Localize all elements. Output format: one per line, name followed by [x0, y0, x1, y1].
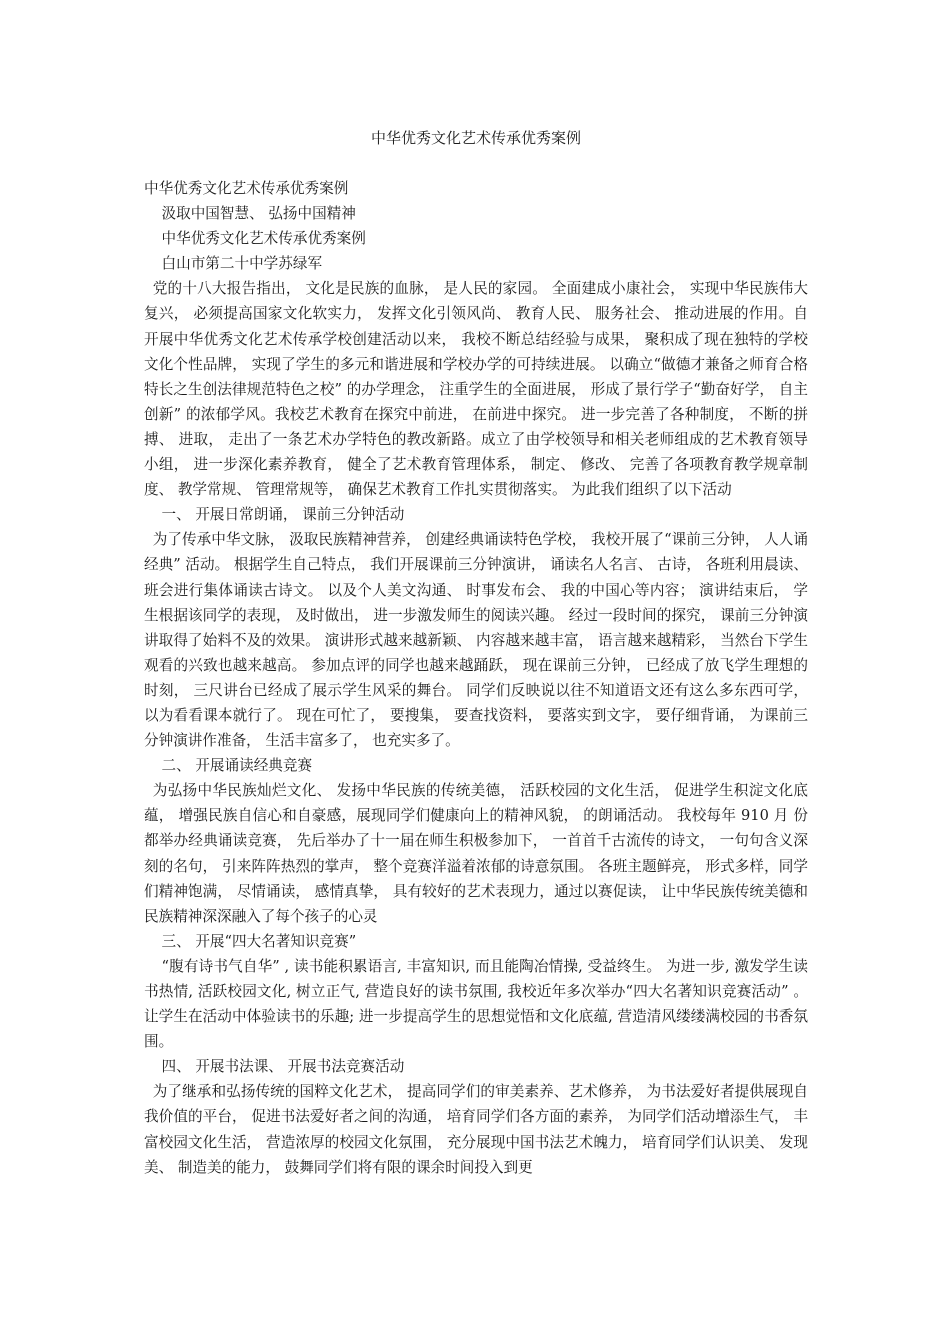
body-paragraph: “腹有诗书气自华” , 读书能积累语言, 丰富知识, 而且能陶冶情操, 受益终生。 为进一步, 激发学生读书热情, 活跃校园文化, 树立正气, 营造良好的读书氛围, 我校近年多次举办“四大名著知识竞赛活动” 。 让学生在活动中体验读书的乐趣; 进一步提高学生的思想觉悟和文化底蕴, 营造清风缕缕满校园的书香氛围。 — [144, 957, 808, 1051]
section-heading: 三、 开展“四大名著知识竞赛” — [161, 932, 357, 950]
doc-subtitle: 汲取中国智慧、 弘扬中国精神 — [161, 205, 356, 223]
document-body — [144, 176, 808, 1180]
section-heading: 二、 开展诵读经典竞赛 — [161, 757, 313, 775]
doc-heading: 中华优秀文化艺术传承优秀案例 — [144, 180, 349, 197]
section-heading: 一、 开展日常朗诵， 课前三分钟活动 — [161, 506, 405, 524]
body-paragraph: 为了继承和弘扬传统的国粹文化艺术， 提高同学们的审美素养、艺术修养， 为书法爱好者提供展现自我价值的平台， 促进书法爱好者之间的沟通， 培育同学们各方面的素养， 为同学们活动增添生气， 丰富校园文化生活， 营造浓厚的校园文化氛围， 充分展现中国书法艺术魄力， 培育同学们认识美、 发现美、 制造美的能力， 鼓舞同学们将有限的课余时间投入到更 — [144, 1083, 808, 1176]
document-title: 中华优秀文化艺术传承优秀案例 — [370, 129, 581, 147]
section-heading: 四、 开展书法课、 开展书法竞赛活动 — [161, 1058, 405, 1076]
doc-author: 白山市第二十中学苏绿军 — [161, 255, 323, 273]
body-paragraph: 党的十八大报告指出， 文化是民族的血脉， 是人民的家园。 全面建成小康社会， 实现中华民族伟大复兴， 必须提高国家文化软实力， 发挥文化引领风尚、 教育人民、 服务社会、 推动进展的作用。自开展中华优秀文化艺术传承学校创建活动以来， 我校不断总结经验与成果， 聚积成了现在独特的学校文化个性品牌， 实现了学生的多元和谐进展和学校办学的可持续进展。 以确立“做德才兼备之师育合格特长之生创法律规范特色之校” 的办学理念， 注重学生的全面进展， 形成了景行学子“勤奋好学， 自主创新” 的浓郁学风。我校艺术教育在探究中前进， 在前进中探究。 进一步完善了各种制度， 不断的拼搏、 进取， 走出了一条艺术办学特色的教改新路。成立了由学校领导和相关老师组成的艺术教育领导小组， 进一步深化素养教育， 健全了艺术教育管理体系， 制定、 修改、 完善了各项教育教学规章制度、 教学常规、 管理常规等， 确保艺术教育工作扎实贯彻落实。 为此我们组织了以下活动 — [144, 280, 808, 499]
body-paragraph: 为了传承中华文脉， 汲取民族精神营养， 创建经典诵读特色学校， 我校开展了“课前三分钟， 人人诵经典” 活动。 根据学生自己特点， 我们开展课前三分钟演讲， 诵读名人名言、 古诗， 各班利用晨读、 班会进行集体诵读古诗文。 以及个人美文沟通、 时事发布会、 我的中国心等内容； 演讲结束后， 学生根据该同学的表现， 及时做出， 进一步激发师生的阅读兴趣。 经过一段时间的探究， 课前三分钟演讲取得了始料不及的效果。 演讲形式越来越新颖、 内容越来越丰富， 语言越来越精彩， 当然台下学生观看的兴致也越来越高。 参加点评的同学也越来越踊跃， 现在课前三分钟， 已经成了放飞学生理想的时刻， 三尺讲台已经成了展示学生风采的舞台。 同学们反映说以往不知道语文还有这么多东西可学， 以为看看课本就行了。 现在可忙了， 要搜集， 要查找资料， 要落实到文字， 要仔细背诵， 为课前三分钟演讲作准备， 生活丰富多了， 也充实多了。 — [144, 531, 808, 750]
doc-subheading: 中华优秀文化艺术传承优秀案例 — [161, 230, 366, 248]
body-paragraph: 为弘扬中华民族灿烂文化、 发扬中华民族的传统美德， 活跃校园的文化生活， 促进学生积淀文化底蕴， 增强民族自信心和自豪感，展现同学们健康向上的精神风貌， 的朗诵活动。 我校每年 910 月 份都举办经典诵读竞赛， 先后举办了十一届在师生积极参加下， 一首首千古流传的诗文， 一句句含义深刻的名句， 引来阵阵热烈的掌声， 整个竞赛洋溢着浓郁的诗意氛围。 各班主题鲜亮， 形式多样，同学们精神饱满， 尽情诵读， 感情真挚， 具有较好的艺术表现力，通过以赛促读， 让中华民族传统美德和民族精神深深融入了每个孩子的心灵 — [144, 782, 808, 925]
